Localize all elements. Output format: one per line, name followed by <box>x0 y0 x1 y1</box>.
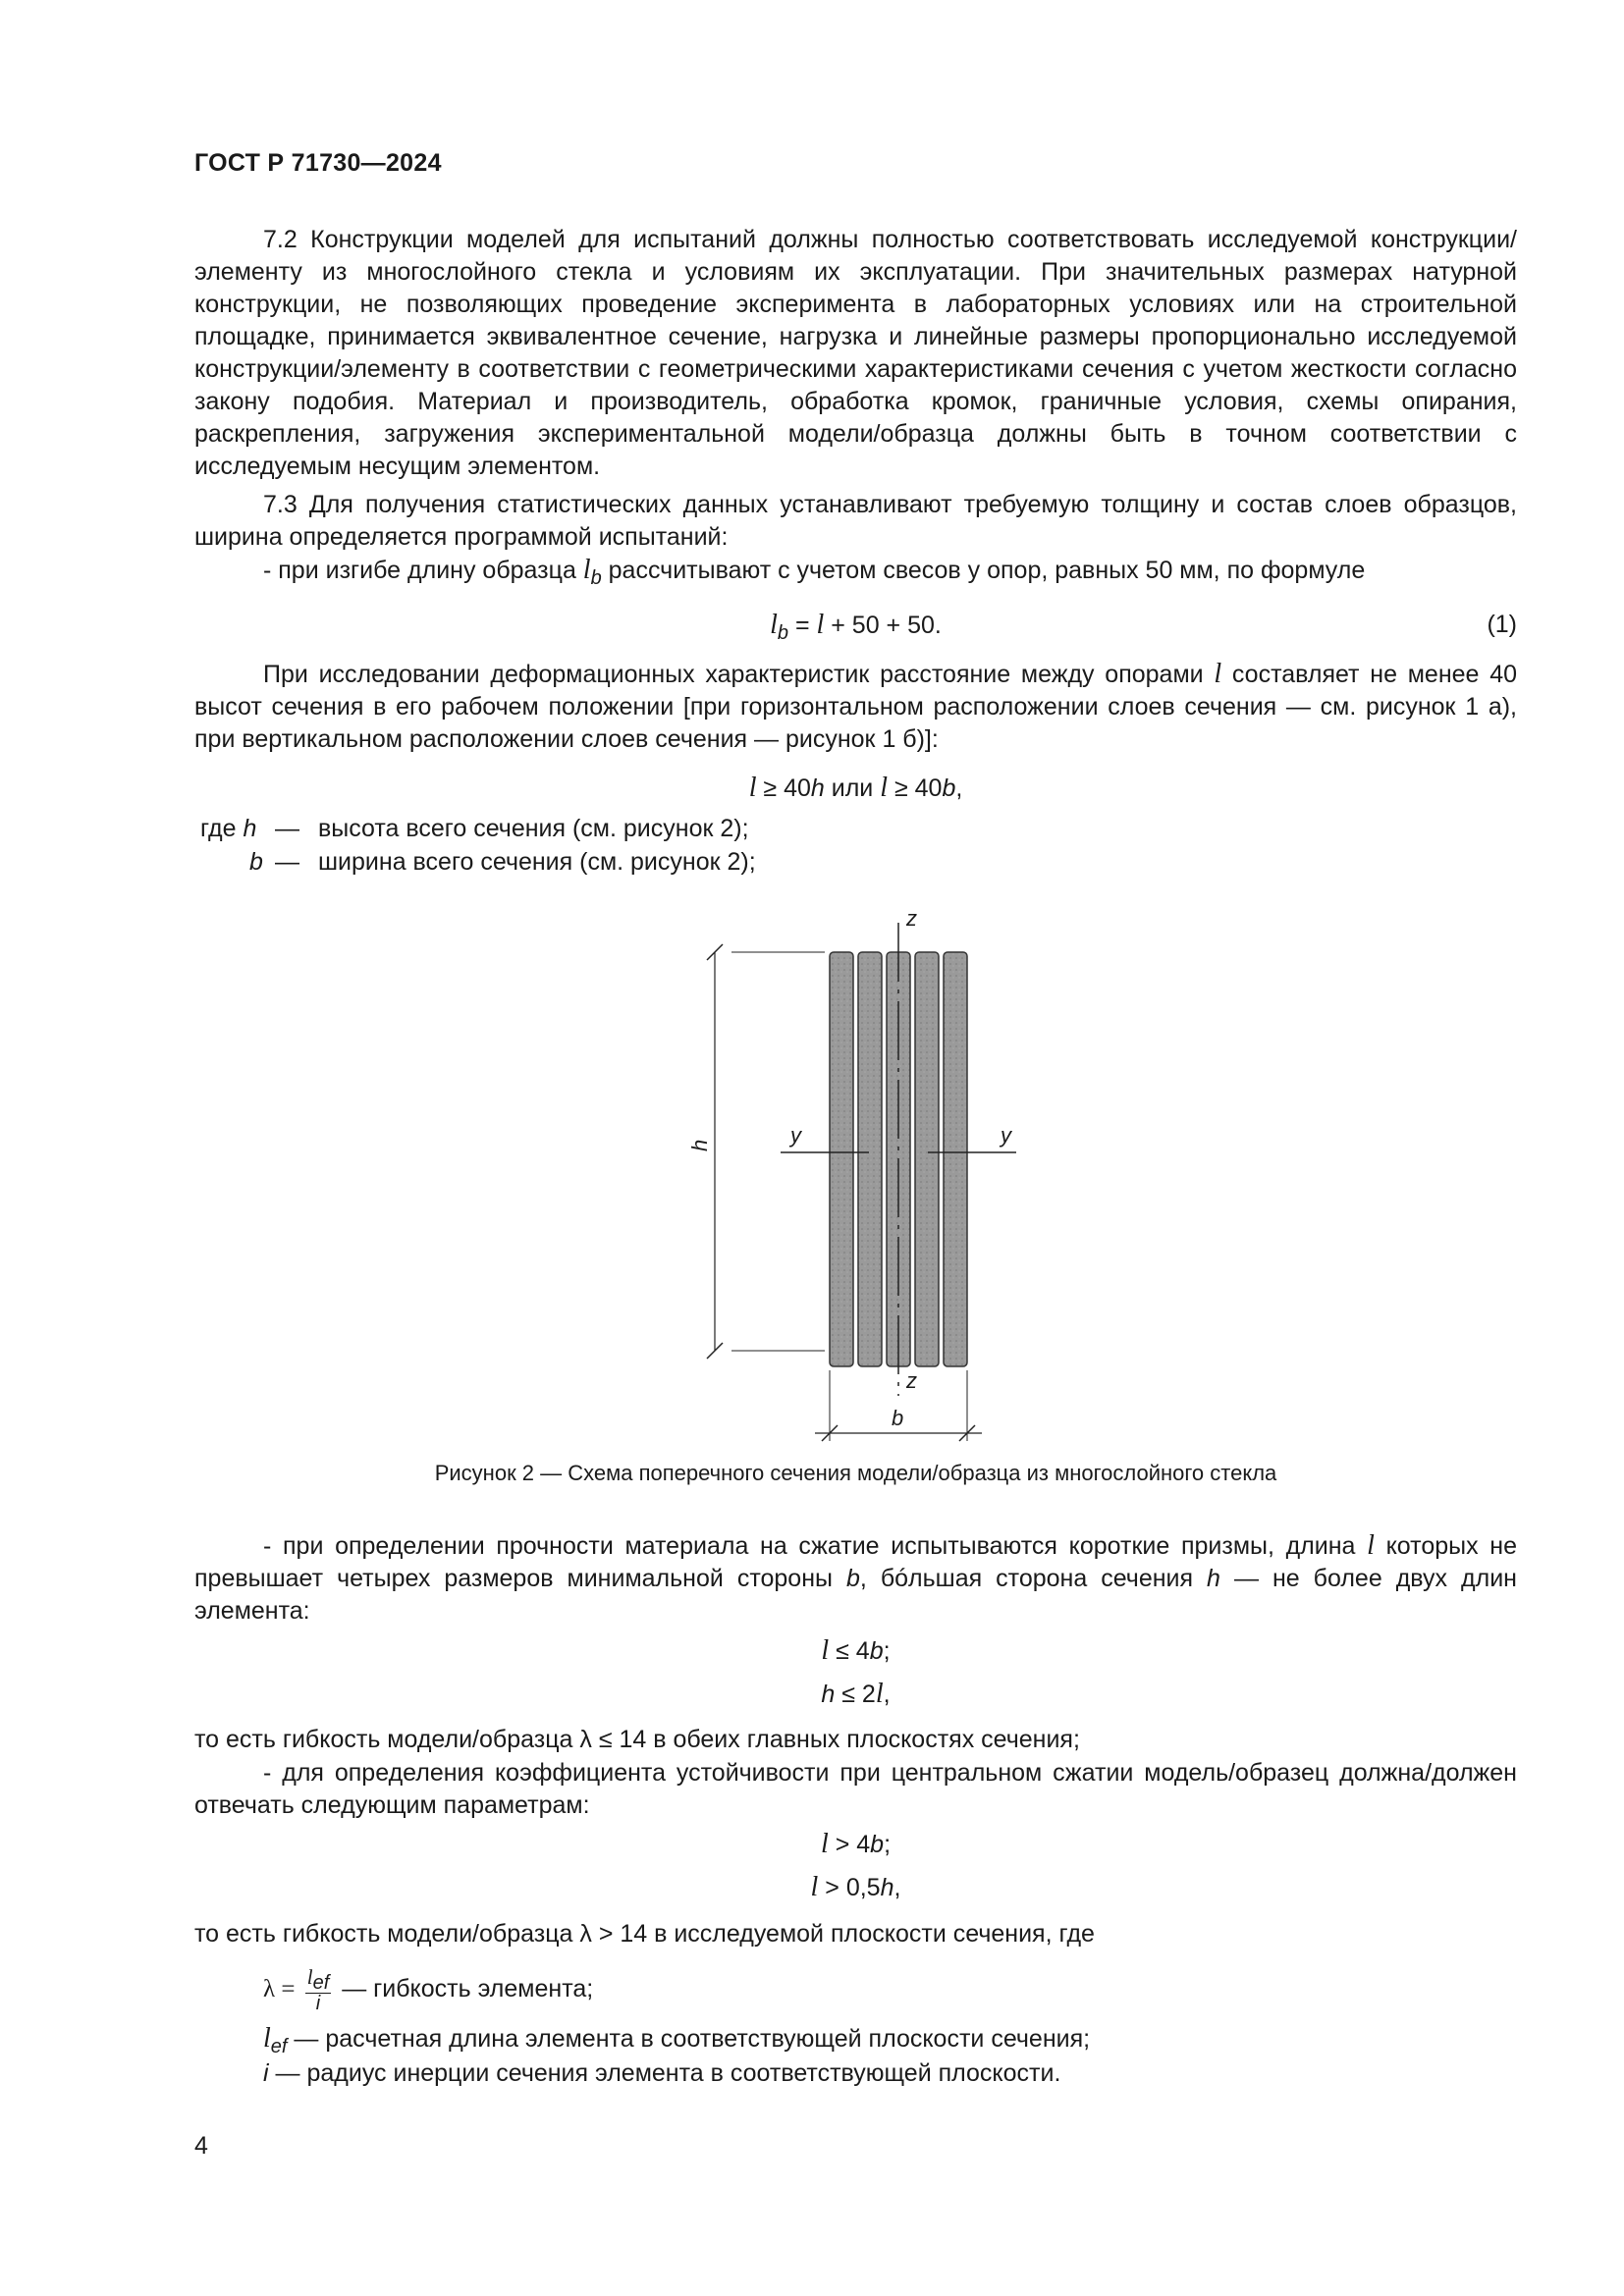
dimension-b <box>815 1370 982 1441</box>
dimension-b-label: b <box>892 1406 904 1430</box>
z-axis-label-top: z <box>906 906 917 931</box>
z-axis-label-bottom: z <box>906 1368 917 1393</box>
glass-layer <box>915 952 939 1366</box>
glass-layer <box>830 952 853 1366</box>
lef-definition: $l_{ef}$ — расчетная длина элемента в соответствующей плоскости сечения; <box>263 2023 1091 2057</box>
paragraph-7-3: 7.3 Для получения статистических данных устанавливают требуемую толщину и состав слоев образцов, ширина определяется программой испытаний: <box>194 491 1517 551</box>
inequality-l-gt-05h: l > 0,5h, <box>810 1872 901 1902</box>
inequality-l-le-4b: l ≤ 4b; <box>821 1635 891 1666</box>
inequality-h-le-2l: h ≤ 2l, <box>821 1679 891 1709</box>
dimension-h <box>687 944 825 1359</box>
stability-paragraph: - для определения коэффициента устойчивости при центральном сжатии модель/образец должна/должен отвечать следующим параметрам: <box>194 1759 1517 1819</box>
figure-caption: Рисунок 2 — Схема поперечного сечения модели/образца из многослойного стекла <box>434 1461 1277 1485</box>
cross-section-figure <box>677 903 1051 1453</box>
flexibility-statement-1: то есть гибкость модели/образца λ ≤ 14 в обеих главных плоскостях сечения; <box>194 1726 1080 1753</box>
bending-item: - при изгибе длину образца $l_b$ рассчитывают с учетом свесов у опор, равных 50 мм, по формуле <box>263 555 1366 589</box>
paragraph-7-2: 7.2 Конструкции моделей для испытаний должны полностью соответствовать исследуемой конструкции/элементу из многослойного стекла и условиям их эксплуатации. При значительных размерах натурной конструкции, не позволяющих проведение эксперимента в лабораторных условиях или на строительной площадке, принимается эквивалентное сечение, нагрузка и линейные размеры пропорционально исследуемой конструкции/элементу в соответствии с геометрическими характеристиками сечения с учетом жесткости согласно закону подобия. Материал и производитель, обработка кромок, граничные условия, схемы опирания, раскрепления, загружения экспериментальной модели/образца должны быть в точном соответствии с исследуемым несущим элементом. <box>194 226 1517 480</box>
equation-number: (1) <box>1487 611 1517 638</box>
formula-1: $l_b = l + 50 + 50$. (1) <box>770 610 1517 644</box>
document-header: ГОСТ Р 71730—2024 <box>194 149 442 177</box>
inequality-slenderness: l ≥ 40h или l ≥ 40b, <box>748 773 963 803</box>
dimension-h-label: h <box>687 1139 712 1151</box>
lambda-definition: λ = $\frac{l_{ef}}{i}$ — гибкость элемента; <box>263 1965 594 2014</box>
compression-paragraph: - при определении прочности материала на сжатие испытываются короткие призмы, длина l которых не превышает четырех размеров минимальной стороны b, бóльшая сторона сечения h — не более двух длин элемента: <box>194 1530 1517 1625</box>
deformation-paragraph: При исследовании деформационных характеристик расстояние между опорами l составляет не менее 40 высот сечения в его рабочем положении [при горизонтальном расположении слоев сечения — см. рисунок 1 а), при вертикальном расположении слоев сечения — рисунок 1 б)]: <box>194 659 1517 753</box>
where-b: b — ширина всего сечения (см. рисунок 2); <box>249 848 756 876</box>
where-h: где h — высота всего сечения (см. рисунок 2); <box>200 815 749 842</box>
page-number: 4 <box>194 2132 208 2160</box>
radius-definition: i — радиус инерции сечения элемента в соответствующей плоскости. <box>263 2059 1061 2087</box>
glass-layer <box>944 952 967 1366</box>
y-axis-label-right: y <box>1001 1123 1011 1148</box>
glass-layer <box>858 952 882 1366</box>
flexibility-statement-2: то есть гибкость модели/образца λ > 14 в исследуемой плоскости сечения, где <box>194 1920 1095 1948</box>
y-axis-label-left: y <box>790 1123 801 1148</box>
inequality-l-gt-4b: l > 4b; <box>820 1829 892 1859</box>
